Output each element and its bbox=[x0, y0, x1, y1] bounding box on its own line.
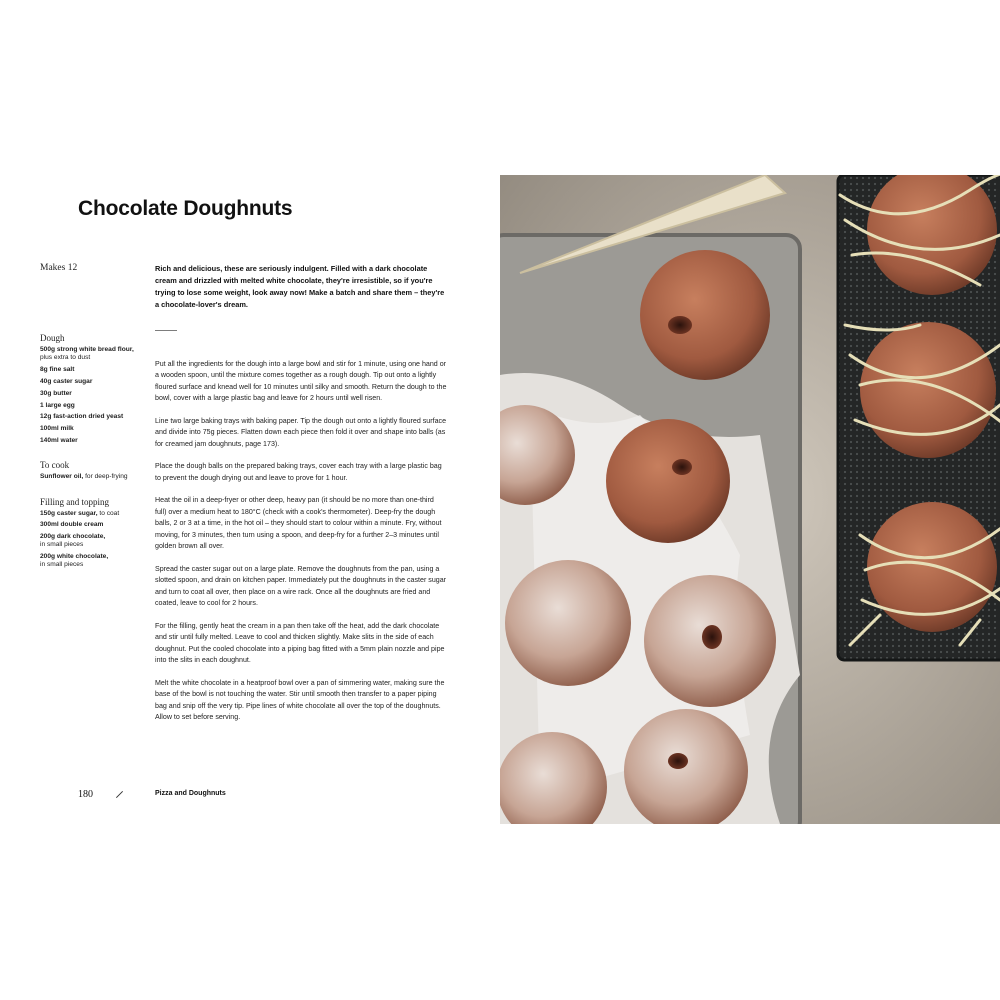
ingredient-note: for deep-frying bbox=[85, 473, 128, 481]
page-footer bbox=[78, 789, 278, 803]
footer-separator bbox=[116, 791, 123, 798]
ingredient-item bbox=[40, 473, 148, 481]
ingredient-item bbox=[40, 521, 148, 529]
recipe-title: Chocolate Doughnuts bbox=[78, 197, 293, 220]
ingredient-item bbox=[40, 402, 148, 410]
ingredient-note: plus extra to dust bbox=[40, 354, 91, 362]
ingredient-note: in small pieces bbox=[40, 561, 84, 569]
ingredient-item bbox=[40, 378, 148, 386]
ingredient-item bbox=[40, 510, 148, 518]
ingredient-quantity: 200g dark chocolate, bbox=[40, 533, 106, 541]
recipe-body bbox=[155, 263, 447, 735]
ingredient-quantity: 100ml milk bbox=[40, 425, 74, 433]
method-paragraph: Spread the caster sugar out on a large plate. Remove the doughnuts from the pan, using a slotted spoon, and drain on kitchen paper. Immediately put the doughnuts in the caster sugar and turn to coat all over, then place on a wire rack. Once all the doughnuts are fried and coated, leave to cool for 2 hours. bbox=[155, 564, 447, 608]
doughnut-filling-hole bbox=[672, 459, 692, 475]
doughnut-filling-hole bbox=[668, 753, 688, 769]
ingredient-quantity: 40g caster sugar bbox=[40, 377, 93, 385]
ingredient-quantity: 1 large egg bbox=[40, 401, 75, 409]
ingredient-quantity: 30g butter bbox=[40, 389, 72, 397]
method-paragraph: Line two large baking trays with baking paper. Tip the dough out onto a lightly floured surface and divide into 75g pieces. Flatten down each piece then fold it over and shape into balls (as for creamed jam doughnuts, page 173). bbox=[155, 416, 447, 448]
ingredient-quantity: Sunflower oil, bbox=[40, 473, 84, 481]
ingredient-quantity: 12g fast-action dried yeast bbox=[40, 413, 124, 421]
ingredient-quantity: 200g white chocolate, bbox=[40, 553, 109, 561]
page-number: 180 bbox=[78, 789, 93, 800]
ingredient-item bbox=[40, 366, 148, 374]
ingredient-note: to coat bbox=[99, 509, 120, 517]
yield-label: Makes 12 bbox=[40, 263, 78, 273]
ingredient-list bbox=[40, 473, 148, 481]
method-paragraph: Place the dough balls on the prepared baking trays, cover each tray with a large plastic bag to prevent the dough drying out and leave to prove for 1 hour. bbox=[155, 462, 442, 482]
ingredient-note: in small pieces bbox=[40, 541, 84, 549]
ingredient-item bbox=[40, 425, 148, 433]
divider bbox=[155, 330, 177, 331]
doughnut bbox=[640, 250, 770, 380]
ingredient-quantity: 150g caster sugar, bbox=[40, 509, 98, 517]
ingredients-dough bbox=[40, 333, 148, 445]
doughnut bbox=[606, 419, 730, 543]
doughnut bbox=[505, 560, 631, 686]
ingredients-heading: To cook bbox=[40, 460, 70, 471]
recipe-intro: Rich and delicious, these are seriously indulgent. Filled with a dark chocolate cream and drizzled with melted white chocolate, they're irresistible, so if you're trying to lose some weight, look away now! Make a batch and share them – they're a chocolate-lover's dream. bbox=[155, 264, 445, 309]
ingredients-heading: Dough bbox=[40, 333, 65, 343]
method-paragraph: Put all the ingredients for the dough into a large bowl and stir for 1 minute, using one hand or a wooden spoon, until the mixture comes together as a rough dough. Tip out onto a lightly floured surface and knead well for 10 minutes until silky and smooth. Return the dough to the bowl, cover with a large plastic bag and leave for 2 hours until well risen. bbox=[155, 359, 447, 403]
ingredient-item bbox=[40, 413, 148, 421]
ingredient-item bbox=[40, 437, 148, 445]
method-steps bbox=[155, 359, 447, 724]
doughnut bbox=[860, 322, 996, 458]
ingredient-item bbox=[40, 553, 148, 569]
method-paragraph: Heat the oil in a deep-fryer or other deep, heavy pan (it should be no more than one-third full) over a medium heat to 180°C (check with a cook's thermometer). Deep-fry the dough balls, 2 or 3 at a time, in the hot oil – they should start to colour within a minute. Fry, without moving, for 3 minutes, then turn using a spoon, and deep-fry for a further 2–3 minutes until golden brown all over. bbox=[155, 496, 442, 551]
doughnut-filling-hole bbox=[702, 625, 722, 649]
ingredient-list bbox=[40, 510, 148, 570]
section-name: Pizza and Doughnuts bbox=[155, 790, 226, 797]
ingredient-item bbox=[40, 533, 148, 549]
ingredient-list bbox=[40, 346, 148, 445]
doughnut bbox=[867, 502, 997, 632]
doughnut-filling-hole bbox=[668, 316, 692, 334]
ingredient-item bbox=[40, 390, 148, 398]
ingredients-to-cook bbox=[40, 460, 148, 481]
doughnut-photo bbox=[500, 175, 1000, 824]
ingredient-quantity: 300ml double cream bbox=[40, 521, 104, 529]
ingredient-quantity: 8g fine salt bbox=[40, 366, 75, 374]
ingredient-quantity: 500g strong white bread flour, bbox=[40, 346, 134, 353]
ingredient-item bbox=[40, 346, 148, 362]
ingredients-heading: Filling and topping bbox=[40, 496, 110, 507]
ingredients-filling bbox=[40, 497, 148, 570]
method-paragraph: For the filling, gently heat the cream in a pan then take off the heat, add the dark chocolate and stir until fully melted. Leave to cool and thicken slightly. Make slits in the side of each doughnut. Put the cooled chocolate into a piping bag fitted with a 5mm plain nozzle and pipe into the slits in each doughnut. bbox=[155, 621, 445, 665]
ingredients-sidebar bbox=[40, 263, 148, 585]
method-paragraph: Melt the white chocolate in a heatproof bowl over a pan of simmering water, making sure the base of the bowl is not touching the water. Stir until smooth then transfer to a paper piping bag and snip off the very tip. Pipe lines of white chocolate all over the top of the doughnuts. Allow to set before serving. bbox=[155, 678, 445, 722]
ingredient-quantity: 140ml water bbox=[40, 437, 78, 445]
